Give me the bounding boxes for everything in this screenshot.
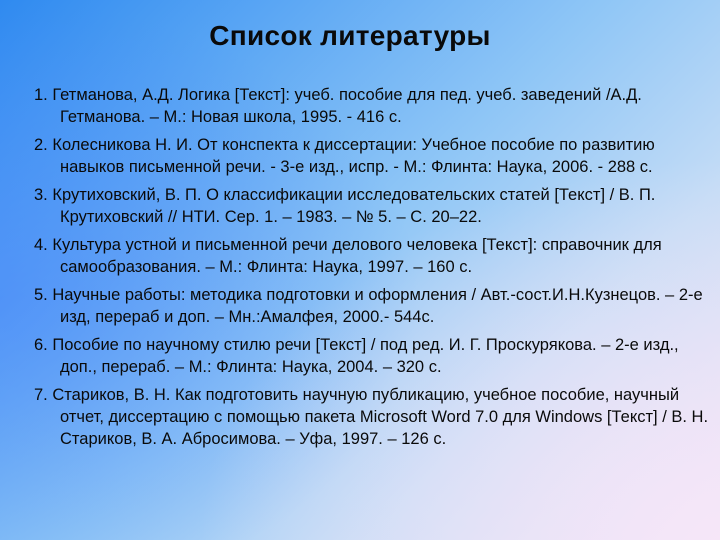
reference-item-2: 2. Колесникова Н. И. От конспекта к диссертации: Учебное пособие по развитию навыков письменной речи. - 3-е изд., испр. - М.: Флинта: Наука, 2006. - 288 с. xyxy=(34,136,655,176)
reference-item-1: 1. Гетманова, А.Д. Логика [Текст]: учеб. пособие для пед. учеб. заведений /А.Д. Гетманова. – М.: Новая школа, 1995. - 416 с. xyxy=(34,86,642,126)
reference-list xyxy=(34,84,714,456)
reference-item-5: 5. Научные работы: методика подготовки и оформления / Авт.-сост.И.Н.Кузнецов. – 2-е изд, перераб и доп. – Мн.:Амалфея, 2000.- 544с. xyxy=(34,286,703,326)
reference-item-4: 4. Культура устной и письменной речи делового человека [Текст]: справочник для самообразования. – М.: Флинта: Наука, 1997. – 160 с. xyxy=(34,236,662,276)
reference-item-6: 6. Пособие по научному стилю речи [Текст] / под ред. И. Г. Проскурякова. – 2-е изд., доп., перераб. – М.: Флинта: Наука, 2004. – 320 с. xyxy=(34,336,679,376)
reference-item-3: 3. Крутиховский, В. П. О классификации исследовательских статей [Текст] / В. П. Крутиховский // НТИ. Сер. 1. – 1983. – № 5. – С. 20–22. xyxy=(34,186,656,226)
slide-title: Список литературы xyxy=(209,20,491,51)
reference-item-7: 7. Стариков, В. Н. Как подготовить научную публикацию, учебное пособие, научный отчет, диссертацию с помощью пакета Microsoft Word 7.0 для Windows [Текст] / В. Н. Стариков, В. А. Абросимова. – Уфа, 1997. – 126 с. xyxy=(34,386,709,448)
